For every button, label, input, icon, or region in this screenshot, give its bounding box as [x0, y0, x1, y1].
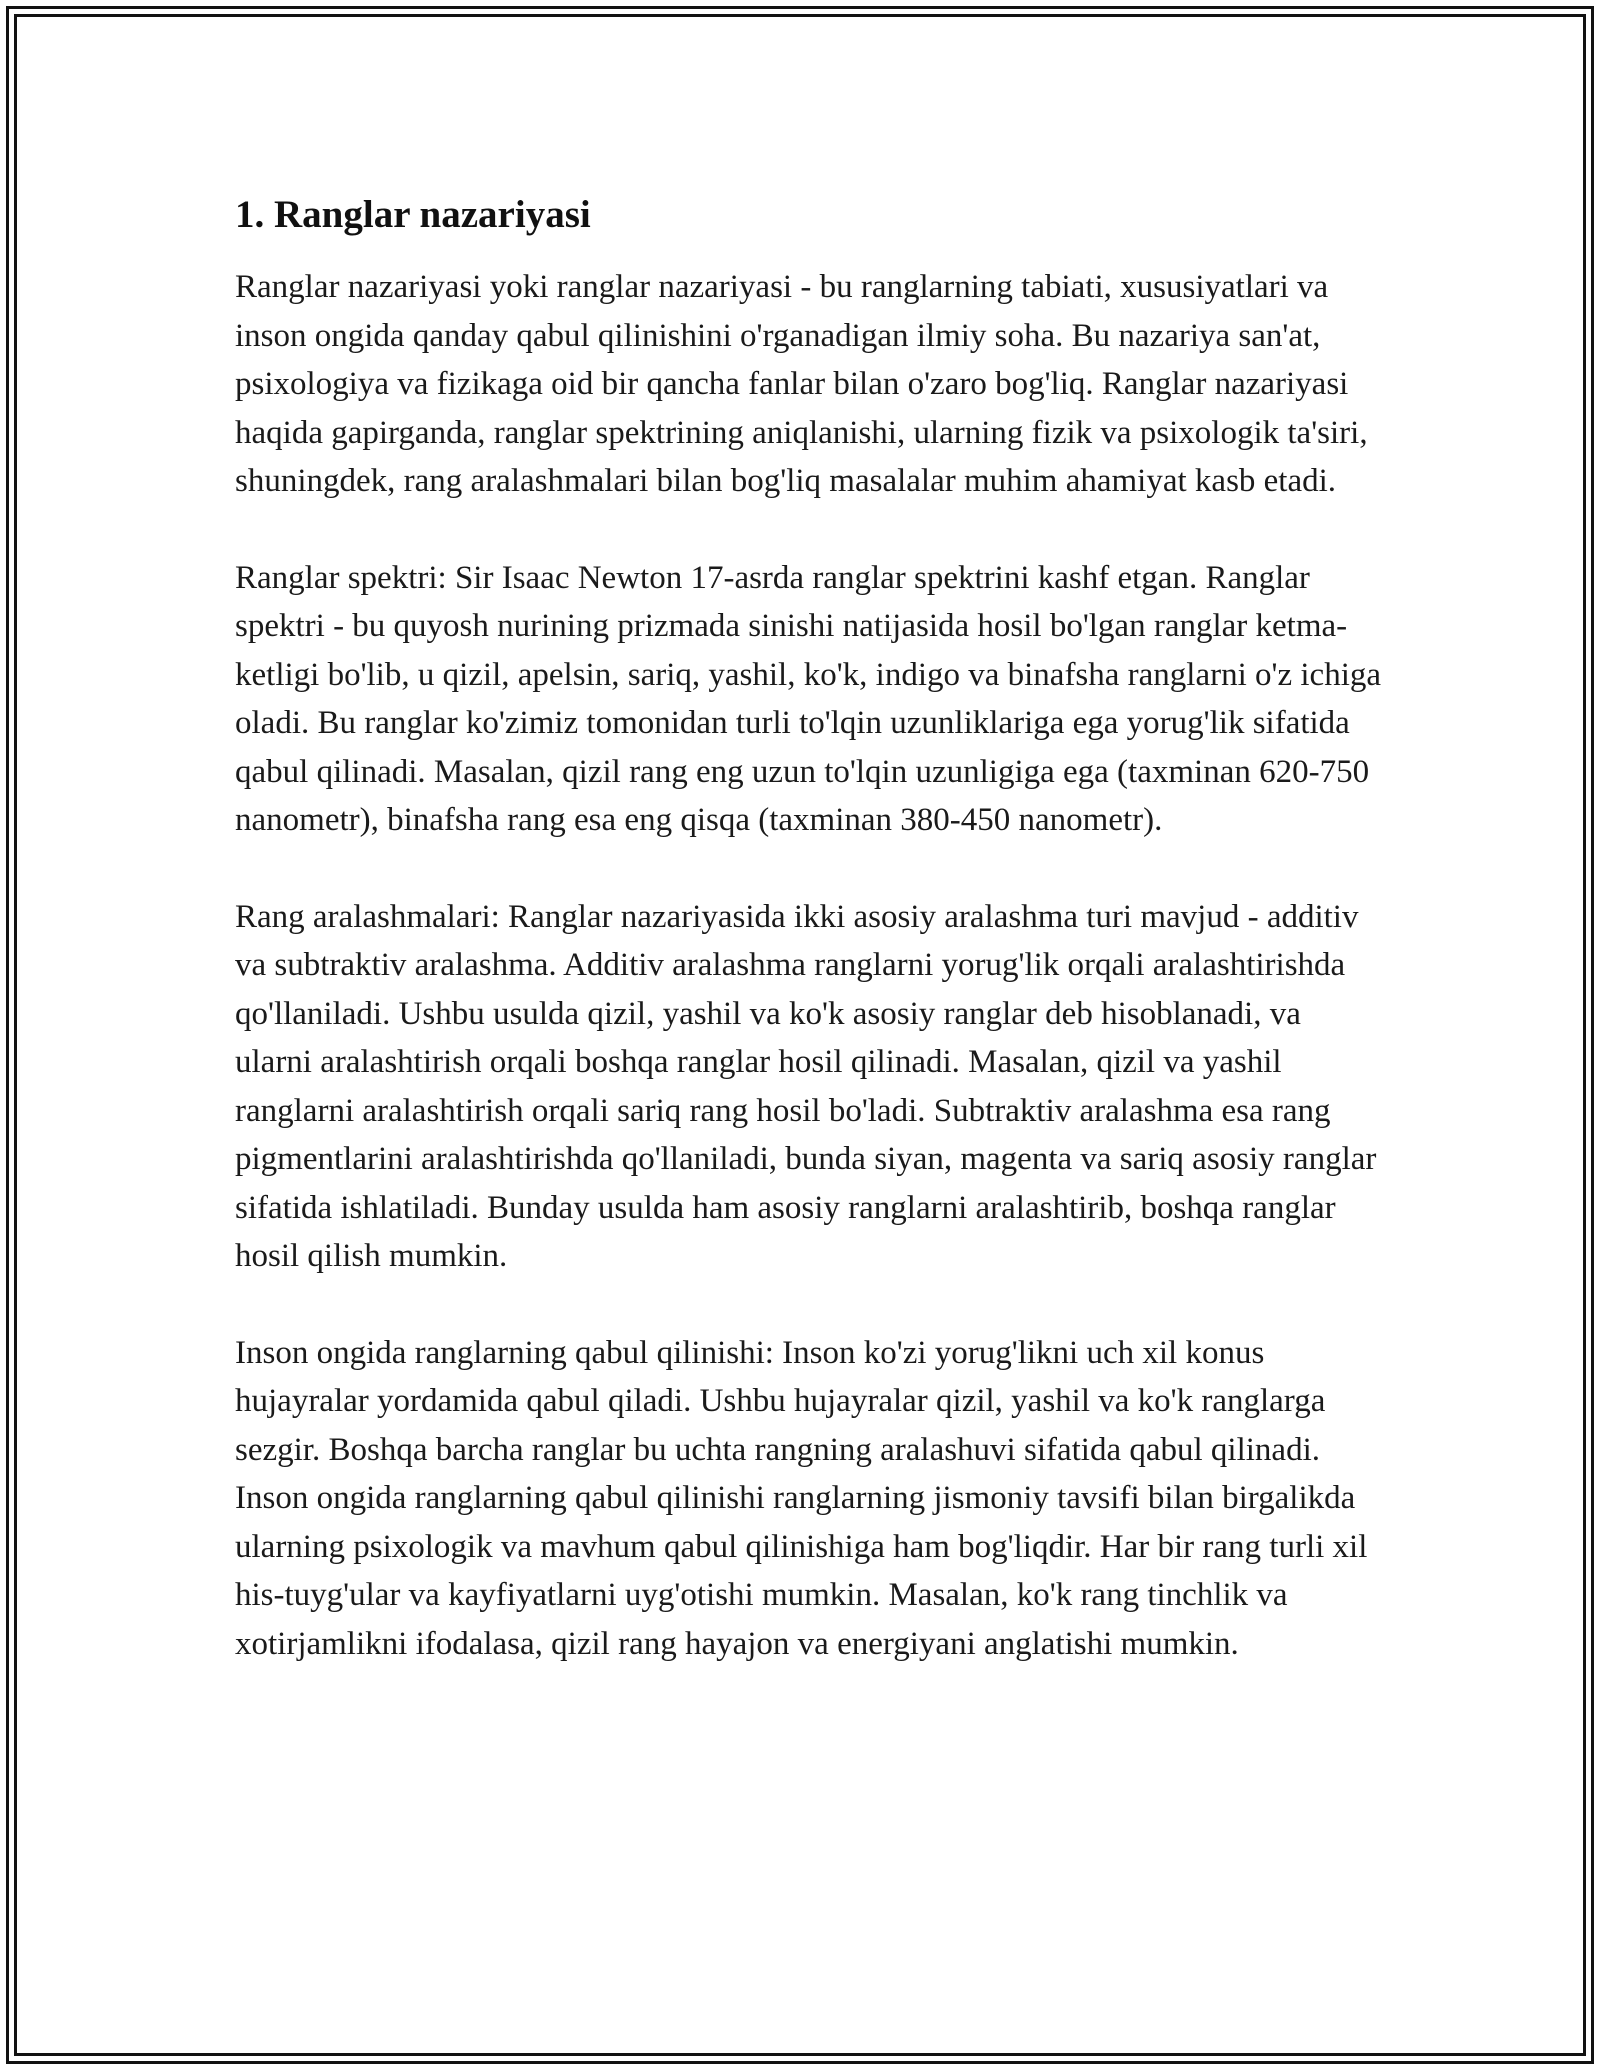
paragraph-perception: Inson ongida ranglarning qabul qilinishi: Inson ko'zi yorug'likni uch xil konus hujayralar yordamida qabul qiladi. Ushbu hujayralar qizil, yashil va ko'k ranglarga sezgir. Boshqa barcha ranglar bu uchta rangning aralashuvi sifatida qabul qilinadi. Inson ongida ranglarning qabul qilinishi ranglarning jismoniy tavsifi bilan birgalikda ularning psixologik va mavhum qabul qilinishiga ham bog'liqdir. Har bir rang turli xil his-tuyg'ular va kayfiyatlarni uyg'otishi mumkin. Masalan, ko'k rang tinchlik va xotirjamlikni ifodalasa, qizil rang hayajon va energiyani anglatishi mumkin.: [235, 1334, 1368, 1662]
paragraph-mixtures: Rang aralashmalari: Ranglar nazariyasida ikki asosiy aralashma turi mavjud - additiv va subtraktiv aralashma. Additiv aralashma ranglarni yorug'lik orqali aralashtirishda qo'llaniladi. Ushbu usulda qizil, yashil va ko'k asosiy ranglar deb hisoblanadi, va ularni aralashtirish orqali boshqa ranglar hosil qilinadi. Masalan, qizil va yashil ranglarni aralashtirish orqali sariq rang hosil bo'ladi. Subtraktiv aralashma esa rang pigmentlarini aralashtirishda qo'llaniladi, bunda siyan, magenta va sariq asosiy ranglar sifatida ishlatiladi. Bunday usulda ham asosiy ranglarni aralashtirib, boshqa ranglar hosil qilish mumkin.: [235, 898, 1377, 1274]
document-body: [235, 185, 1385, 1716]
paragraph-intro: Ranglar nazariyasi yoki ranglar nazariyasi - bu ranglarning tabiati, xususiyatlari va inson ongida qanday qabul qilinishini o'rganadigan ilmiy soha. Bu nazariya san'at, psixologiya va fizikaga oid bir qancha fanlar bilan o'zaro bog'liq. Ranglar nazariyasi haqida gapirganda, ranglar spektrining aniqlanishi, ularning fizik va psixologik ta'siri, shuningdek, rang aralashmalari bilan bog'liq masalalar muhim ahamiyat kasb etadi.: [235, 269, 1368, 499]
paragraph-spectrum: Ranglar spektri: Sir Isaac Newton 17-asrda ranglar spektrini kashf etgan. Ranglar spektri - bu quyosh nurining prizmada sinishi natijasida hosil bo'lgan ranglar ketma-ketligi bo'lib, u qizil, apelsin, sariq, yashil, ko'k, indigo va binafsha ranglarni o'z ichiga oladi. Bu ranglar ko'zimiz tomonidan turli to'lqin uzunliklariga ega yorug'lik sifatida qabul qilinadi. Masalan, qizil rang eng uzun to'lqin uzunligiga ega (taxminan 620-750 nanometr), binafsha rang esa eng qisqa (taxminan 380-450 nanometr).: [235, 559, 1382, 838]
section-heading: 1. Ranglar nazariyasi: [235, 193, 591, 236]
